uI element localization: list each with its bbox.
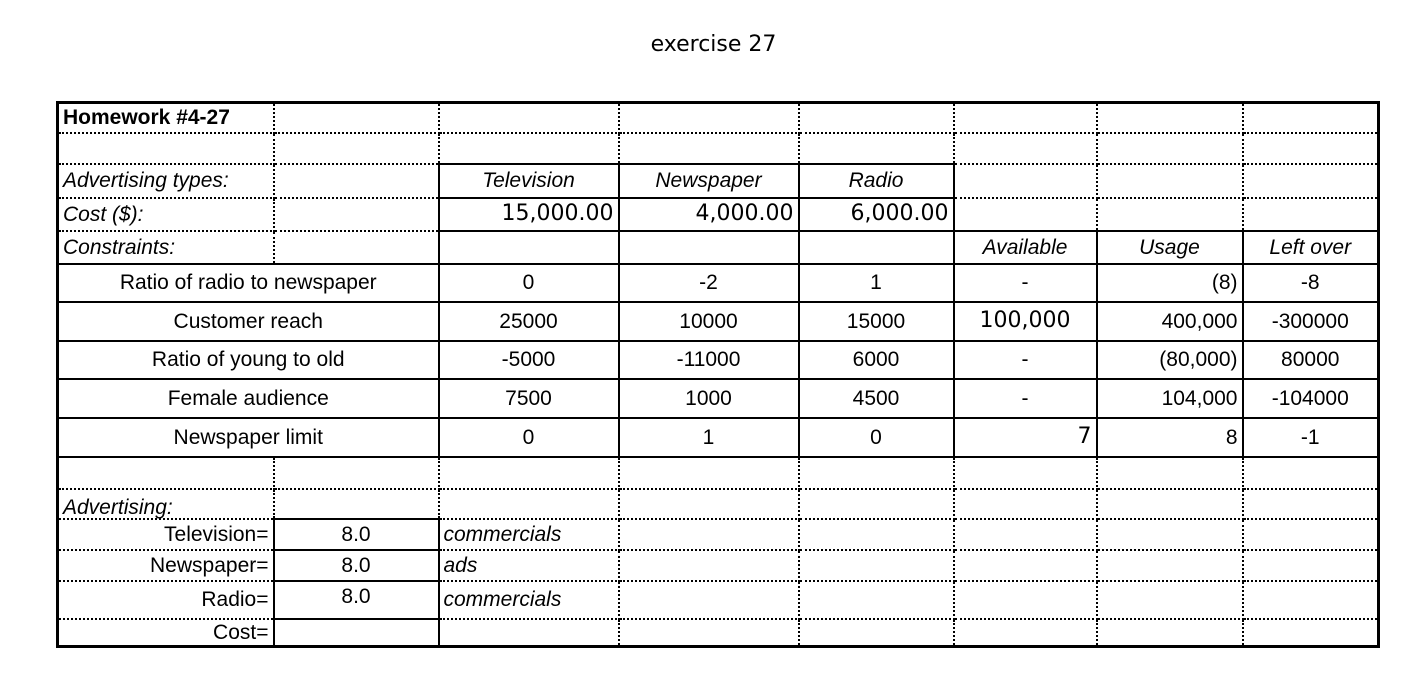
left-over-value[interactable]: -300000 bbox=[1243, 302, 1379, 341]
available-value[interactable]: - bbox=[954, 379, 1097, 418]
types-label-cell[interactable] bbox=[58, 164, 274, 198]
cell[interactable] bbox=[1243, 519, 1379, 550]
cell[interactable] bbox=[1243, 619, 1379, 647]
cell[interactable] bbox=[274, 133, 439, 164]
cell[interactable] bbox=[1243, 457, 1379, 489]
cell[interactable] bbox=[1097, 619, 1243, 647]
cost-label: Cost ($): bbox=[63, 202, 144, 226]
cell[interactable] bbox=[619, 133, 799, 164]
decision-unit: commercials bbox=[439, 519, 619, 550]
constraint-name[interactable]: Ratio of young to old bbox=[58, 341, 439, 379]
media-header-radio[interactable]: Radio bbox=[799, 164, 954, 198]
cell[interactable] bbox=[799, 519, 954, 550]
advertising-types-label: Advertising types: bbox=[63, 169, 229, 192]
cell[interactable] bbox=[439, 133, 619, 164]
constraints-label-cell[interactable] bbox=[58, 231, 274, 264]
usage-value[interactable]: 104,000 bbox=[1097, 379, 1243, 418]
coef-radio[interactable]: 15000 bbox=[799, 302, 954, 341]
cell[interactable] bbox=[954, 457, 1097, 489]
header-left-over[interactable]: Left over bbox=[1243, 231, 1379, 264]
cell[interactable] bbox=[799, 489, 954, 519]
cell[interactable] bbox=[1097, 164, 1243, 198]
cell[interactable] bbox=[1243, 198, 1379, 231]
cell[interactable] bbox=[954, 619, 1097, 647]
cell[interactable] bbox=[799, 103, 954, 133]
cost-row-label: Cost= bbox=[58, 619, 274, 647]
coef-television[interactable]: -5000 bbox=[439, 341, 619, 379]
cell[interactable] bbox=[799, 457, 954, 489]
cost-television[interactable]: 15,000.00 bbox=[439, 198, 619, 231]
cell[interactable] bbox=[619, 489, 799, 519]
coef-television[interactable]: 25000 bbox=[439, 302, 619, 341]
cell[interactable] bbox=[274, 231, 439, 264]
coef-newspaper[interactable]: -11000 bbox=[619, 341, 799, 379]
cell[interactable] bbox=[439, 457, 619, 489]
available-value[interactable]: - bbox=[954, 341, 1097, 379]
cell[interactable] bbox=[1243, 550, 1379, 581]
cell[interactable] bbox=[439, 619, 619, 647]
header-usage[interactable]: Usage bbox=[1097, 231, 1243, 264]
constraint-name[interactable]: Ratio of radio to newspaper bbox=[58, 264, 439, 302]
constraint-name[interactable]: Customer reach bbox=[58, 302, 439, 341]
cell[interactable] bbox=[274, 489, 439, 519]
coef-newspaper[interactable]: 10000 bbox=[619, 302, 799, 341]
cell[interactable] bbox=[1097, 457, 1243, 489]
decision-unit: commercials bbox=[439, 581, 619, 619]
constraint-name[interactable]: Newspaper limit bbox=[58, 418, 439, 457]
cell[interactable] bbox=[799, 550, 954, 581]
cell[interactable] bbox=[1243, 103, 1379, 133]
coef-television[interactable]: 0 bbox=[439, 418, 619, 457]
cell[interactable] bbox=[1243, 164, 1379, 198]
cell[interactable] bbox=[799, 133, 954, 164]
cell[interactable] bbox=[954, 133, 1097, 164]
cost-radio[interactable]: 6,000.00 bbox=[799, 198, 954, 231]
cost-row-value[interactable] bbox=[274, 619, 439, 647]
usage-value[interactable]: 8 bbox=[1097, 418, 1243, 457]
left-over-value[interactable]: -104000 bbox=[1243, 379, 1379, 418]
media-header-television[interactable]: Television bbox=[439, 164, 619, 198]
cell[interactable] bbox=[619, 619, 799, 647]
cell[interactable] bbox=[619, 550, 799, 581]
media-header-newspaper[interactable]: Newspaper bbox=[619, 164, 799, 198]
cell[interactable] bbox=[799, 231, 954, 264]
decision-value-television[interactable]: 8.0 bbox=[274, 519, 439, 550]
advertising-label: Advertising: bbox=[63, 495, 173, 519]
decision-label: Newspaper= bbox=[58, 550, 274, 581]
coef-newspaper[interactable]: 1 bbox=[619, 418, 799, 457]
cell[interactable] bbox=[1243, 581, 1379, 619]
cell[interactable] bbox=[439, 489, 619, 519]
cell[interactable] bbox=[1097, 489, 1243, 519]
cell[interactable] bbox=[274, 457, 439, 489]
left-over-value[interactable]: -8 bbox=[1243, 264, 1379, 302]
coef-newspaper[interactable]: 1000 bbox=[619, 379, 799, 418]
coef-television[interactable]: 7500 bbox=[439, 379, 619, 418]
cost-label-cell[interactable] bbox=[58, 198, 274, 231]
cell[interactable] bbox=[954, 581, 1097, 619]
constraint-name[interactable]: Female audience bbox=[58, 379, 439, 418]
cell[interactable] bbox=[619, 457, 799, 489]
cell[interactable] bbox=[619, 231, 799, 264]
left-over-value[interactable]: -1 bbox=[1243, 418, 1379, 457]
sheet-heading-cell[interactable] bbox=[58, 103, 274, 133]
decision-label: Television= bbox=[58, 519, 274, 550]
sheet-heading: Homework #4-27 bbox=[63, 106, 230, 130]
cell[interactable] bbox=[58, 457, 274, 489]
decision-value-newspaper[interactable]: 8.0 bbox=[274, 550, 439, 581]
coef-television[interactable]: 0 bbox=[439, 264, 619, 302]
advertising-label-cell[interactable] bbox=[58, 489, 274, 519]
cell[interactable] bbox=[954, 103, 1097, 133]
decision-label: Radio= bbox=[58, 581, 274, 619]
cell[interactable] bbox=[954, 489, 1097, 519]
cell[interactable] bbox=[1097, 198, 1243, 231]
cell[interactable] bbox=[1097, 581, 1243, 619]
cell[interactable] bbox=[1243, 133, 1379, 164]
page-title: exercise 27 bbox=[650, 32, 777, 57]
cell[interactable] bbox=[954, 519, 1097, 550]
cell[interactable] bbox=[1243, 489, 1379, 519]
cell[interactable] bbox=[1097, 519, 1243, 550]
usage-value[interactable]: (8) bbox=[1097, 264, 1243, 302]
coef-radio[interactable]: 4500 bbox=[799, 379, 954, 418]
cell[interactable] bbox=[954, 550, 1097, 581]
cell[interactable] bbox=[619, 103, 799, 133]
cell[interactable] bbox=[619, 581, 799, 619]
coef-newspaper[interactable]: -2 bbox=[619, 264, 799, 302]
cell[interactable] bbox=[1097, 550, 1243, 581]
constraints-label: Constraints: bbox=[63, 235, 176, 259]
cell[interactable] bbox=[58, 133, 274, 164]
cell[interactable] bbox=[1097, 133, 1243, 164]
available-value[interactable]: - bbox=[954, 264, 1097, 302]
available-value[interactable]: 100,000 bbox=[954, 302, 1097, 341]
coef-radio[interactable]: 0 bbox=[799, 418, 954, 457]
usage-value[interactable]: 400,000 bbox=[1097, 302, 1243, 341]
header-available[interactable]: Available bbox=[954, 231, 1097, 264]
cell[interactable] bbox=[274, 103, 439, 133]
cell[interactable] bbox=[274, 164, 439, 198]
cell[interactable] bbox=[954, 164, 1097, 198]
cell[interactable] bbox=[619, 519, 799, 550]
spreadsheet-table bbox=[56, 101, 1380, 648]
cell[interactable] bbox=[799, 581, 954, 619]
decision-unit: ads bbox=[439, 550, 619, 581]
cell[interactable] bbox=[439, 103, 619, 133]
cell[interactable] bbox=[799, 619, 954, 647]
decision-value-radio[interactable]: 8.0 bbox=[274, 581, 439, 619]
cell[interactable] bbox=[274, 198, 439, 231]
cell[interactable] bbox=[954, 198, 1097, 231]
cell[interactable] bbox=[1097, 103, 1243, 133]
coef-radio[interactable]: 1 bbox=[799, 264, 954, 302]
cell[interactable] bbox=[439, 231, 619, 264]
usage-value[interactable]: (80,000) bbox=[1097, 341, 1243, 379]
coef-radio[interactable]: 6000 bbox=[799, 341, 954, 379]
available-value[interactable]: 7 bbox=[954, 418, 1097, 457]
left-over-value[interactable]: 80000 bbox=[1243, 341, 1379, 379]
cost-newspaper[interactable]: 4,000.00 bbox=[619, 198, 799, 231]
